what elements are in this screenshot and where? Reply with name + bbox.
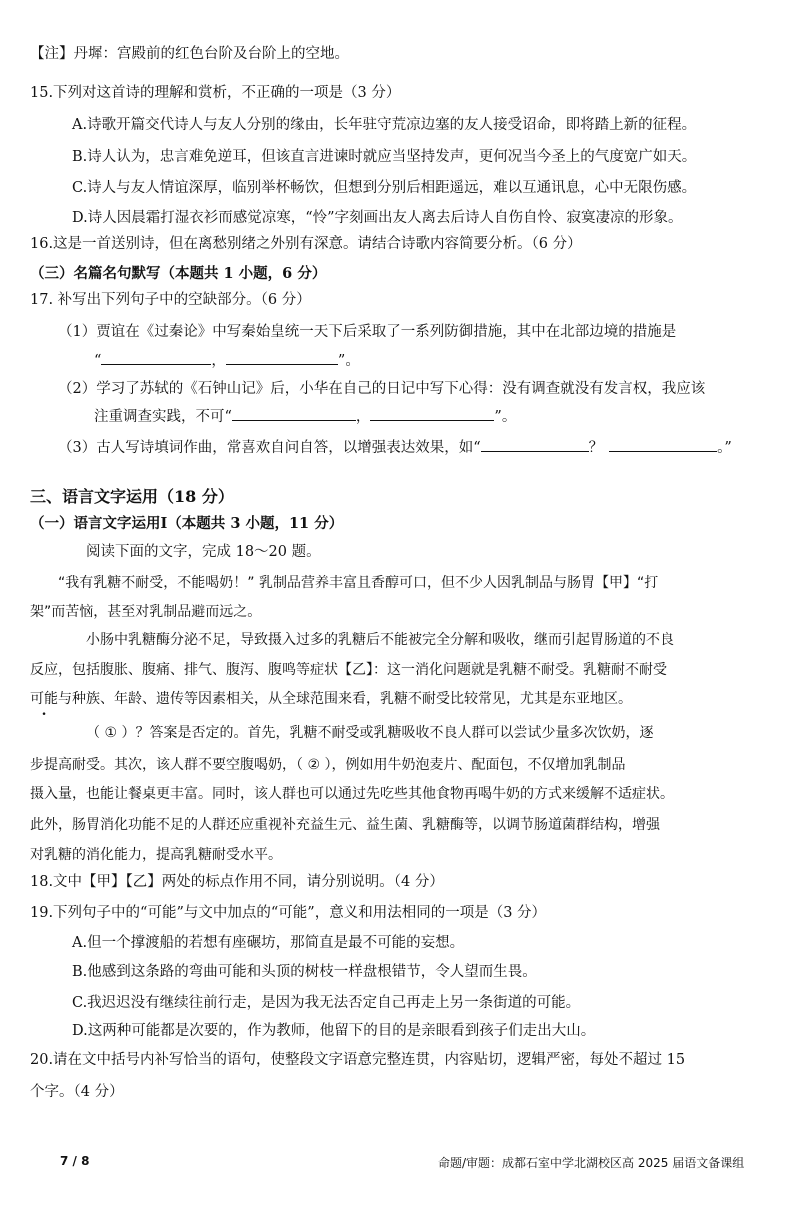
note-line: 【注】丹墀：宫殿前的红色台阶及台阶上的空地。: [30, 46, 349, 62]
answer-blank[interactable]: [481, 437, 589, 452]
part-3-subheading: （一）语言文字运用Ⅰ（本题共 3 小题，11 分）: [30, 515, 344, 532]
question-15-option-a: A.诗歌开篇交代诗人与友人分别的缘由，长年驻守荒凉边塞的友人接受诏命，即将踏上新的征程。: [72, 117, 697, 133]
close-quote: ”。: [494, 409, 517, 425]
question-17-item-1-blanks: [94, 350, 360, 371]
passage-p2-line-3: [30, 689, 632, 709]
passage-intro: 阅读下面的文字，完成 18～20 题。: [86, 544, 321, 560]
question-15-option-b: B.诗人认为，忠言难免逆耳，但该直言进谏时就应当坚持发声，更何况当今圣上的气度宽广如天。: [72, 149, 697, 165]
question-18: 18.文中【甲】【乙】两处的标点作用不同，请分别说明。（4 分）: [30, 874, 444, 890]
question-20-line-2: 个字。（4 分）: [30, 1084, 124, 1100]
footer-credit: 命题/审题：成都石室中学北湖校区高 2025 届语文备课组: [438, 1156, 745, 1170]
comma: ，: [355, 409, 371, 425]
answer-blank[interactable]: [370, 406, 494, 421]
page-number: 7 / 8: [60, 1154, 90, 1168]
question-15-option-d: D.诗人因晨霜打湿衣衫而感觉凉寒，“怜”字刻画出友人离去后诗人自伤自怜、寂寞凄凉的形象。: [72, 210, 683, 226]
question-17-item-3: [58, 437, 732, 458]
answer-blank[interactable]: [609, 437, 717, 452]
section-3-heading: （三）名篇名句默写（本题共 1 小题，6 分）: [30, 265, 327, 282]
passage-p3-line-2: 步提高耐受。其次，该人群不要空腹喝奶，（ ② ），例如用牛奶泡麦片、配面包，不仅增加乳制品: [30, 757, 626, 773]
passage-p2-line-1: 小肠中乳糖酶分泌不足，导致摄入过多的乳糖后不能被完全分解和吸收，继而引起胃肠道的不良: [86, 632, 674, 648]
passage-p1-line-1: “我有乳糖不耐受，不能喝奶！” 乳制品营养丰富且香醇可口，但不少人因乳制品与肠胃【甲】“打: [58, 575, 659, 591]
open-quote: “: [94, 353, 102, 369]
dotted-word-keneng: 可能: [30, 691, 58, 707]
question-16: 16.这是一首送别诗，但在离愁别绪之外别有深意。请结合诗歌内容简要分析。（6 分）: [30, 236, 582, 252]
question-mark: ？: [588, 440, 604, 456]
answer-blank[interactable]: [226, 350, 338, 365]
close-quote: 。”: [717, 440, 732, 456]
passage-p2-line-2: 反应，包括腹胀、腹痛、排气、腹泻、腹鸣等症状【乙】：这一消化问题就是乳糖不耐受。乳糖耐不耐受: [30, 662, 667, 678]
passage-p3-line-5: 对乳糖的消化能力，提高乳糖耐受水平。: [30, 847, 282, 863]
question-17-stem: 17. 补写出下列句子中的空缺部分。（6 分）: [30, 292, 311, 308]
passage-p3-line-1: （ ① ）？答案是否定的。首先，乳糖不耐受或乳糖吸收不良人群可以尝试少量多次饮奶，逐: [86, 725, 654, 741]
answer-blank[interactable]: [232, 406, 356, 421]
question-15-option-c: C.诗人与友人情谊深厚，临别举杯畅饮，但想到分别后相距遥远，难以互通讯息，心中无限伤感。: [72, 180, 697, 196]
question-19-option-a: A.但一个撑渡船的若想有座碾坊，那简直是最不可能的妄想。: [72, 935, 465, 951]
question-19-option-b: B.他感到这条路的弯曲可能和头顶的树枝一样盘根错节，令人望而生畏。: [72, 964, 537, 980]
comma: ，: [211, 353, 226, 369]
item-3-lead: （3）古人写诗填词作曲，常喜欢自问自答，以增强表达效果，如“: [58, 440, 481, 456]
close-quote: ”。: [337, 353, 360, 369]
question-19-option-c: C.我迟迟没有继续往前行走，是因为我无法否定自己再走上另一条街道的可能。: [72, 995, 581, 1011]
question-20-line-1: 20.请在文中括号内补写恰当的语句，使整段文字语意完整连贯，内容贴切，逻辑严密，每处不超过 15: [30, 1052, 686, 1068]
question-17-item-2: （2）学习了苏轼的《石钟山记》后，小华在自己的日记中写下心得：没有调查就没有发言权，我应该: [58, 381, 706, 397]
question-19-option-d: D.这两种可能都是次要的，作为教师，他留下的目的是亲眼看到孩子们走出大山。: [72, 1023, 596, 1039]
question-17-item-1: （1）贾谊在《过秦论》中写秦始皇统一天下后采取了一系列防御措施，其中在北部边境的措施是: [58, 324, 677, 340]
passage-p3-line-3: 摄入量，也能让餐桌更丰富。同时，该人群也可以通过先吃些其他食物再喝牛奶的方式来缓解不适症状。: [30, 786, 674, 802]
passage-p3-line-4: 此外，肠胃消化功能不足的人群还应重视补充益生元、益生菌、乳糖酶等，以调节肠道菌群结构，增强: [30, 817, 660, 833]
question-19-stem: 19.下列句子中的“可能”与文中加点的“可能”，意义和用法相同的一项是（3 分）: [30, 905, 547, 921]
answer-blank[interactable]: [101, 350, 211, 365]
item-2-lead: 注重调查实践，不可“: [94, 409, 232, 425]
passage-p1-line-2: 架”而苦恼，甚至对乳制品避而远之。: [30, 604, 262, 620]
question-15-stem: 15.下列对这首诗的理解和赏析，不正确的一项是（3 分）: [30, 85, 401, 101]
question-17-item-2-blanks: [94, 406, 516, 427]
part-3-heading: 三、语言文字运用（18 分）: [30, 487, 234, 506]
passage-p2-line-3-rest: 与种族、年龄、遗传等因素相关，从全球范围来看，乳糖不耐受比较常见，尤其是东亚地区。: [58, 691, 632, 707]
